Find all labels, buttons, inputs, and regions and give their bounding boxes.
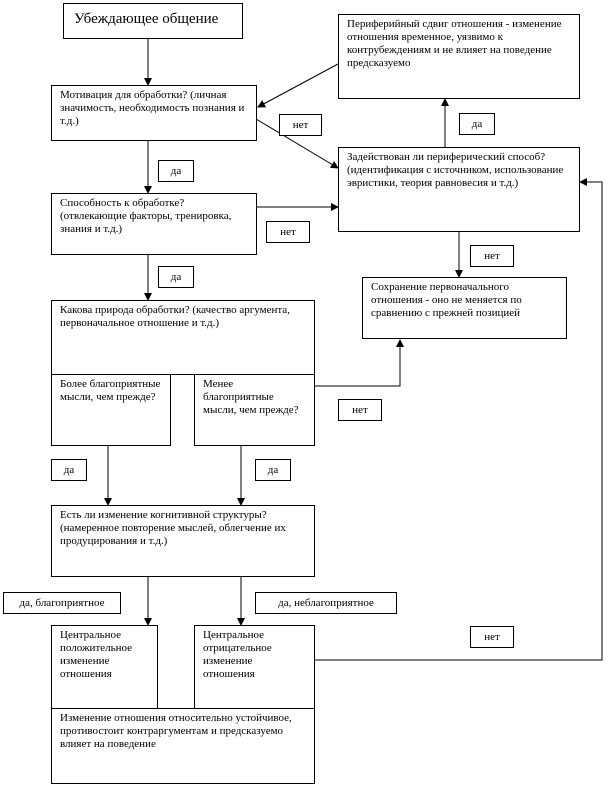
label-no-motivation: нет	[279, 114, 322, 136]
label-yes-more: да	[51, 459, 87, 481]
box-peripheral-shift: Периферийный сдвиг отношения - изменение отношения временное, уязвимо к контрубеждениям и не влияет на поведение предсказуемо	[338, 14, 580, 99]
label-no-ability: нет	[266, 221, 310, 243]
box-cognitive-change: Есть ли изменение когнитивной структуры? (намеренное повторение мыслей, облегчение их продуцирования и т.д.)	[51, 505, 315, 577]
box-central-negative: Центральное отрицательное изменение отношения	[194, 625, 315, 709]
label-yes-unfavorable: да, неблагоприятное	[255, 592, 397, 614]
box-peripheral-cue: Задействован ли периферический способ? (идентификация с источником, использование эвристики, теория равновесия и т.д.)	[338, 147, 580, 232]
label-no-cue: нет	[470, 245, 514, 267]
label-yes-cue: да	[459, 113, 495, 135]
label-yes-less: да	[255, 459, 291, 481]
box-more-favorable: Более благоприятные мысли, чем прежде?	[51, 374, 171, 446]
arrow-nature-retention	[314, 340, 400, 386]
label-no-central: нет	[470, 626, 514, 648]
label-no-nature: нет	[338, 399, 382, 421]
label-yes-motivation: да	[158, 160, 194, 182]
box-nature: Какова природа обработки? (качество аргумента, первоначальное отношение и т.д.)	[51, 300, 315, 375]
arrow-negative-cue	[314, 182, 602, 660]
arrow-shift-motivation	[258, 64, 338, 107]
label-yes-ability: да	[158, 266, 194, 288]
box-less-favorable: Менее благоприятные мысли, чем прежде?	[194, 374, 315, 446]
box-final-outcome: Изменение отношения относительно устойчивое, противостоит контраргументам и предсказуемо влияет на поведение	[51, 708, 315, 784]
box-motivation: Мотивация для обработки? (личная значимость, необходимость познания и т.д.)	[51, 85, 257, 141]
box-central-positive: Центральное положительное изменение отношения	[51, 625, 158, 709]
box-ability: Способность к обработке? (отвлекающие факторы, тренировка, знания и т.д.)	[51, 193, 257, 255]
box-persuasive-communication: Убеждающее общение	[63, 3, 243, 39]
label-yes-favorable: да, благоприятное	[3, 592, 121, 614]
box-retention: Сохранение первоначального отношения - оно не меняется по сравнению с прежней позицией	[362, 277, 567, 339]
